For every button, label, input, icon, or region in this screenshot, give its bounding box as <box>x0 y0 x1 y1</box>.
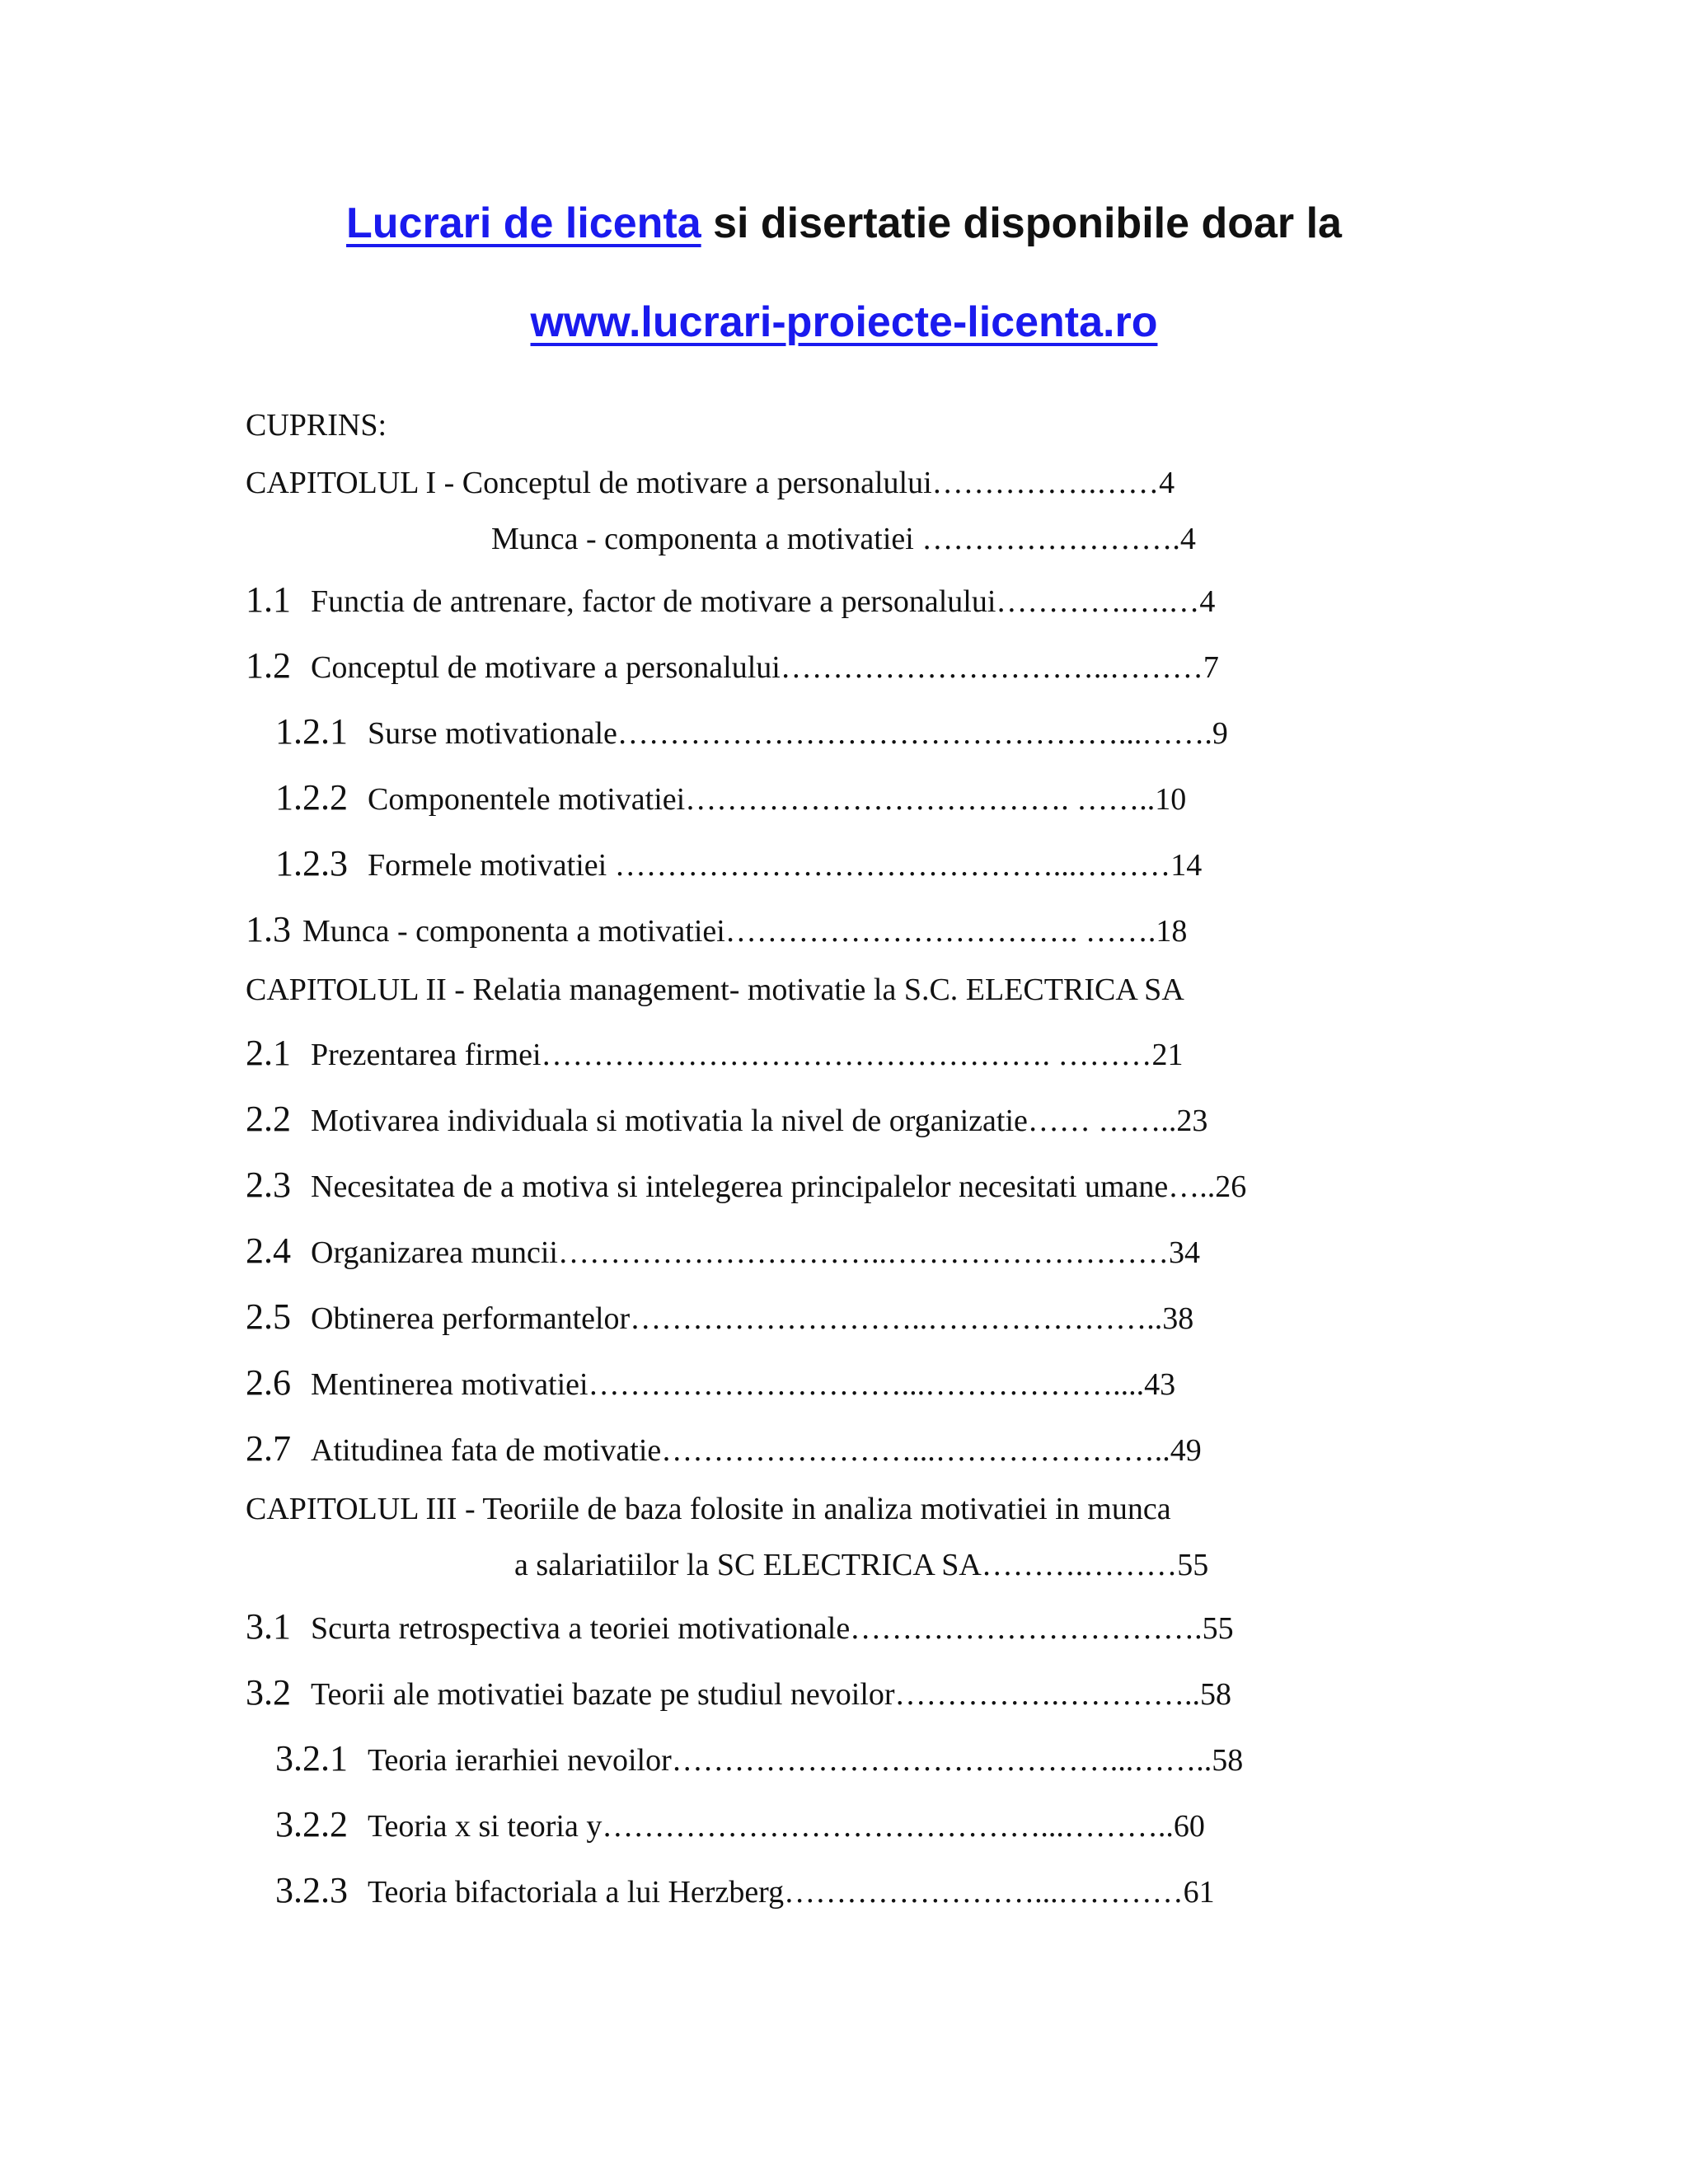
section-title: Teoria ierarhiei nevoilor……………………………………...……..58 <box>368 1743 1244 1778</box>
section-number: 1.2 <box>246 645 291 686</box>
section-number: 2.4 <box>246 1230 291 1271</box>
toc-chapter-3-subtitle: a salariatiilor la SC ELECTRICA SA……….………55 <box>514 1548 1209 1582</box>
section-title: Obtinerea performantelor………………………..…………………..38 <box>311 1301 1194 1336</box>
section-title: Necesitatea de a motiva si intelegerea principalelor necesitati umane…..26 <box>311 1169 1247 1204</box>
section-number: 3.2.3 <box>275 1870 348 1910</box>
toc-entry-3-1 <box>246 1606 1234 1647</box>
toc-entry-2-3 <box>246 1167 1246 1203</box>
section-number: 1.3 <box>246 909 291 949</box>
section-number: 3.2.2 <box>275 1804 348 1844</box>
toc-entry-2-2 <box>246 1101 1207 1137</box>
toc-entry-1-3 <box>246 909 1188 949</box>
section-number: 1.2.1 <box>275 711 348 752</box>
toc-entry-1-1 <box>246 579 1216 620</box>
section-title: Prezentarea firmei…………………………………………. ………21 <box>311 1038 1184 1072</box>
section-title: Munca - componenta a motivatiei……………………………. …….18 <box>302 914 1188 949</box>
header-tagline: si disertatie disponibile doar la <box>701 199 1342 247</box>
toc-entry-1-2-1 <box>275 711 1228 752</box>
section-title: Scurta retrospectiva a teoriei motivationale…………………………….55 <box>311 1611 1234 1646</box>
page-header-line-2 <box>0 298 1688 346</box>
toc-entry-3-2-2 <box>275 1804 1205 1844</box>
toc-entry-3-2-1 <box>275 1738 1244 1779</box>
toc-entry-2-6 <box>246 1362 1176 1403</box>
toc-entry-1-2 <box>246 645 1219 686</box>
toc-chapter-1: CAPITOLUL I - Conceptul de motivare a personalului…………….……4 <box>246 466 1175 500</box>
section-title: Formele motivatiei ……………………………………...………14 <box>368 848 1203 883</box>
toc-entry-3-2-3 <box>275 1872 1215 1909</box>
toc-chapter-2: CAPITOLUL II - Relatia management- motivatie la S.C. ELECTRICA SA <box>246 972 1184 1007</box>
section-number: 1.1 <box>246 579 291 620</box>
section-title: Teoria x si teoria y……………………………………...………..60 <box>368 1809 1205 1844</box>
section-title: Organizarea muncii…………………………..………………………34 <box>311 1235 1200 1270</box>
section-title: Atitudinea fata de motivatie……………………...…………………..49 <box>311 1433 1202 1468</box>
section-title: Functia de antrenare, factor de motivare a personalului………….….…4 <box>311 584 1216 619</box>
section-title: Teoria bifactoriala a lui Herzberg……………………...…………61 <box>368 1875 1215 1910</box>
section-title: Motivarea individuala si motivatia la nivel de organizatie…… ……..23 <box>311 1104 1208 1138</box>
toc-entry-2-4 <box>246 1230 1200 1271</box>
toc-entry-3-2 <box>246 1672 1232 1713</box>
section-number: 2.2 <box>246 1099 291 1139</box>
section-number: 3.1 <box>246 1606 291 1647</box>
toc-entry-2-7 <box>246 1428 1202 1469</box>
section-title: Mentinerea motivatiei…………………………...………………....43 <box>311 1367 1176 1402</box>
toc-chapter-3: CAPITOLUL III - Teoriile de baza folosite in analiza motivatiei in munca <box>246 1492 1171 1526</box>
section-number: 3.2 <box>246 1672 291 1713</box>
section-title: Conceptul de motivare a personalului…………………………..………7 <box>311 650 1219 685</box>
section-number: 3.2.1 <box>275 1738 348 1779</box>
toc-entry-1-2-2 <box>275 777 1187 818</box>
section-title: Componentele motivatiei………………………………. ……..10 <box>368 782 1187 817</box>
section-number: 2.1 <box>246 1033 291 1073</box>
toc-chapter-1-subtitle: Munca - componenta a motivatiei …………………….4 <box>491 522 1196 556</box>
toc-entry-1-2-3 <box>275 843 1203 883</box>
site-url-link[interactable]: www.lucrari-proiecte-licenta.ro <box>530 298 1158 346</box>
section-title: Teorii ale motivatiei bazate pe studiul nevoilor…………….…………..58 <box>311 1677 1232 1712</box>
section-number: 1.2.2 <box>275 777 348 818</box>
toc-entry-2-1 <box>246 1035 1184 1071</box>
page-header-line-1 <box>0 199 1688 247</box>
toc-entry-2-5 <box>246 1296 1194 1337</box>
section-number: 1.2.3 <box>275 843 348 883</box>
section-title: Surse motivationale…………………………………………...…….9 <box>368 716 1228 751</box>
toc-title: CUPRINS: <box>246 408 387 443</box>
section-number: 2.5 <box>246 1296 291 1337</box>
section-number: 2.3 <box>246 1165 291 1205</box>
section-number: 2.6 <box>246 1362 291 1403</box>
section-number: 2.7 <box>246 1428 291 1469</box>
licenta-link[interactable]: Lucrari de licenta <box>346 199 701 247</box>
